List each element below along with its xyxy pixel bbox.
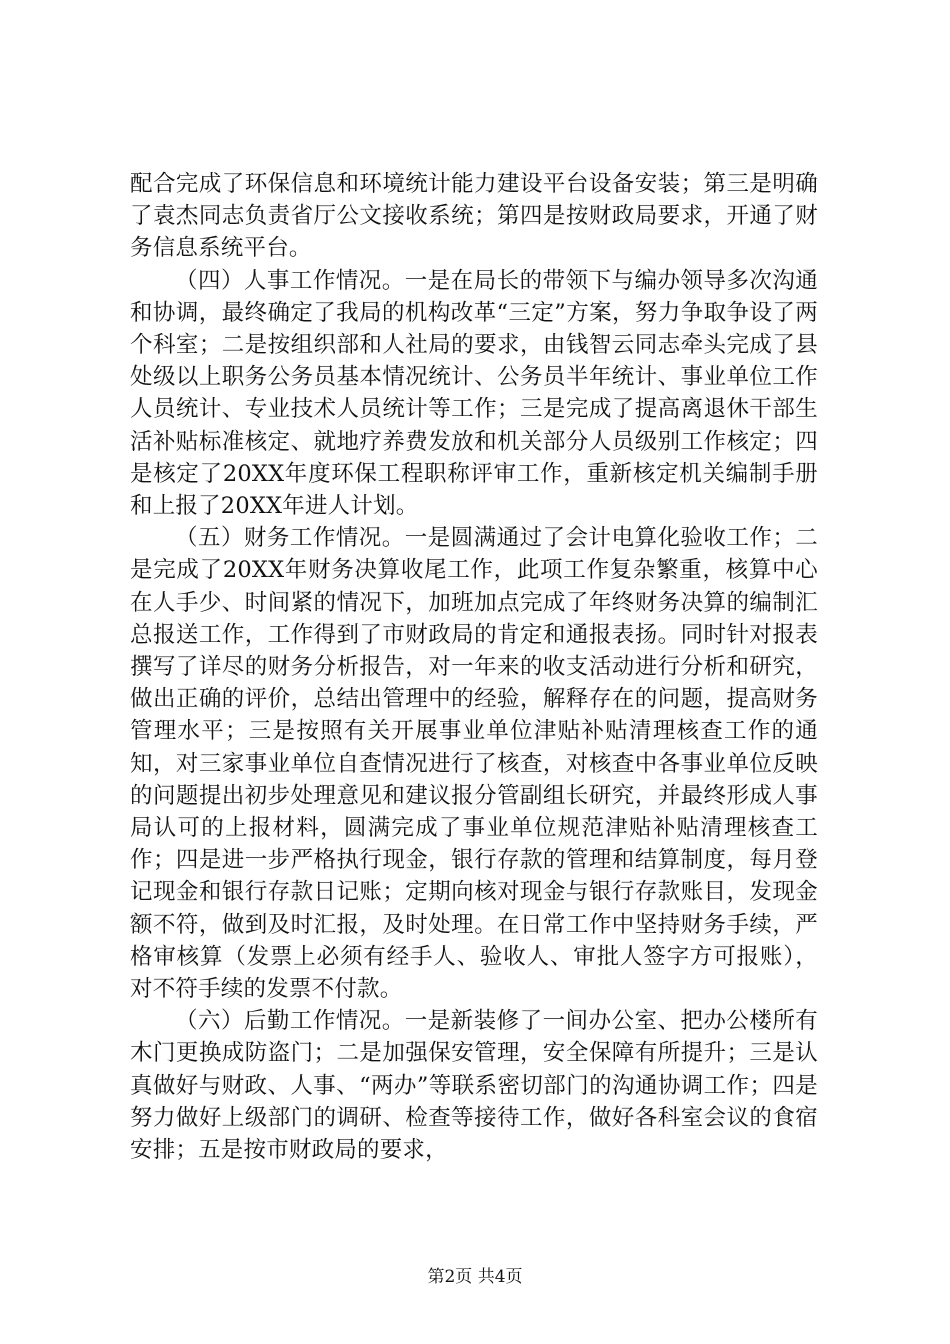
paragraph-personnel: （四）人事工作情况。一是在局长的带领下与编办领导多次沟通和协调，最终确定了我局的机构改革“三定”方案，努力争取争设了两个科室；二是按组织部和人社局的要求，由钱智云同志牵头完成了县处级以上职务公务员基本情况统计、公务员半年统计、事业单位工作人员统计、专业技术人员统计等工作；三是完成了提高离退休干部生活补贴标准核定、就地疗养费发放和机关部分人员级别工作核定；四是核定了20XX年度环保工程职称评审工作，重新核定机关编制手册和上报了20XX年进人计划。 — [130, 267, 818, 520]
paragraph-continuation: 配合完成了环保信息和环境统计能力建设平台设备安装；第三是明确了袁杰同志负责省厅公文接收系统；第四是按财政局要求，开通了财务信息系统平台。 — [130, 171, 818, 262]
page-footer: 第2页 共4页 — [427, 1267, 523, 1287]
paragraph-finance: （五）财务工作情况。一是圆满通过了会计电算化验收工作；二是完成了20XX年财务决算收尾工作，此项工作复杂繁重，核算中心在人手少、时间紧的情况下，加班加点完成了年终财务决算的编制汇总报送工作，工作得到了市财政局的肯定和通报表扬。同时针对报表撰写了详尽的财务分析报告，对一年来的收支活动进行分析和研究，做出正确的评价，总结出管理中的经验，解释存在的问题，提高财务管理水平；三是按照有关开展事业单位津贴补贴清理核查工作的通知，对三家事业单位自查情况进行了核查，对核查中各事业单位反映的问题提出初步处理意见和建议报分管副组长研究，并最终形成人事局认可的上报材料，圆满完成了事业单位规范津贴补贴清理核查工作；四是进一步严格执行现金，银行存款的管理和结算制度，每月登记现金和银行存款日记账；定期向核对现金与银行存款账目，发现金额不符，做到及时汇报，及时处理。在日常工作中坚持财务手续，严格审核算（发票上必须有经手人、验收人、审批人签字方可报账），对不符手续的发票不付款。 — [130, 525, 818, 1003]
document-body — [130, 168, 818, 1166]
paragraph-logistics: （六）后勤工作情况。一是新装修了一间办公室、把办公楼所有木门更换成防盗门；二是加强保安管理，安全保障有所提升；三是认真做好与财政、人事、“两办”等联系密切部门的沟通协调工作；四是努力做好上级部门的调研、检查等接待工作，做好各科室会议的食宿安排；五是按市财政局的要求， — [130, 1008, 818, 1164]
